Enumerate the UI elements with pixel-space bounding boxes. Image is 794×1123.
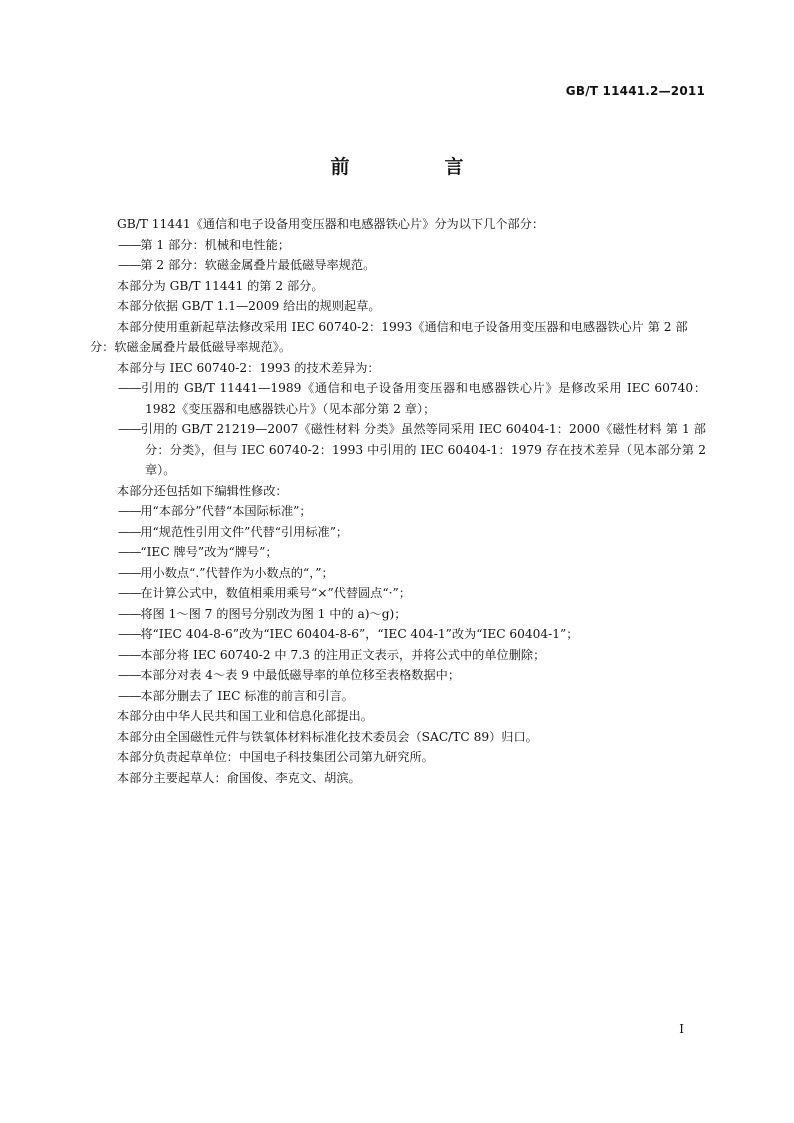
dash-marker: —— bbox=[118, 237, 141, 252]
standard-code: GB/T 11441.2—2011 bbox=[565, 84, 705, 98]
line-text: 引用的 GB/T 11441—1989《通信和电子设备用变压器和电感器铁心片》是修改采用 IEC 60740：1982《变压器和电感器铁心片》（见本部分第 2 章）； bbox=[140, 381, 706, 416]
dash-marker: —— bbox=[118, 524, 141, 539]
line-text: 第 2 部分：软磁金属叠片最低磁导率规范。 bbox=[140, 258, 376, 272]
line-text: 将图 1～图 7 的图号分别改为图 1 中的 a)～g)； bbox=[140, 606, 407, 621]
line-text: 用“本部分”代替“本国际标准”； bbox=[140, 504, 312, 518]
dash-marker: —— bbox=[118, 504, 141, 518]
list-item bbox=[90, 686, 706, 707]
paragraph bbox=[90, 214, 706, 235]
page-title: 前 言 bbox=[330, 156, 502, 178]
paragraph bbox=[90, 727, 706, 748]
paragraph bbox=[90, 317, 706, 358]
line-text: 本部分与 IEC 60740-2：1993 的技术差异为： bbox=[117, 360, 380, 375]
line-text: 本部分依据 GB/T 1.1—2009 给出的规则起草。 bbox=[117, 299, 381, 313]
list-item bbox=[90, 419, 706, 481]
paragraph bbox=[90, 358, 706, 379]
paragraph bbox=[90, 276, 706, 297]
paragraph bbox=[90, 481, 706, 502]
dash-marker: —— bbox=[118, 381, 141, 395]
paragraph bbox=[90, 706, 706, 727]
dash-marker: —— bbox=[118, 647, 141, 662]
dash-marker: —— bbox=[118, 627, 141, 641]
dash-marker: —— bbox=[118, 422, 141, 436]
page-number: I bbox=[679, 1022, 684, 1036]
line-text: 本部分将 IEC 60740-2 中 7.3 的注用正文表示，并将公式中的单位删除； bbox=[140, 647, 546, 662]
list-item bbox=[90, 501, 706, 522]
line-text: 本部分对表 4～表 9 中最低磁导率的单位移至表格数据中； bbox=[140, 668, 461, 682]
line-text: 本部分由全国磁性元件与铁氧体材料标准化技术委员会（SAC/TC 89）归口。 bbox=[117, 729, 538, 744]
list-item bbox=[90, 583, 706, 604]
line-text: 用“规范性引用文件”代替“引用标准”； bbox=[140, 524, 349, 539]
dash-marker: —— bbox=[118, 258, 141, 272]
list-item bbox=[90, 624, 706, 645]
list-item bbox=[90, 542, 706, 563]
line-text: 用小数点“.”代替作为小数点的“，”； bbox=[140, 565, 334, 580]
line-text: 第 1 部分：机械和电性能； bbox=[140, 237, 290, 252]
document-body bbox=[90, 214, 706, 788]
line-text: 将“IEC 404-8-6”改为“IEC 60404-8-6”，“IEC 404-1”改为“IEC 60404-1”； bbox=[140, 627, 579, 641]
line-text: 本部分为 GB/T 11441 的第 2 部分。 bbox=[117, 278, 324, 293]
line-text: “IEC 牌号”改为“牌号”； bbox=[140, 545, 278, 559]
paragraph bbox=[90, 296, 706, 317]
list-item bbox=[90, 522, 706, 543]
line-text: 本部分由中华人民共和国工业和信息化部提出。 bbox=[117, 709, 373, 723]
list-item bbox=[90, 235, 706, 256]
line-text: 在计算公式中，数值相乘用乘号“×”代替圆点“·”； bbox=[140, 586, 411, 600]
paragraph bbox=[90, 768, 706, 789]
dash-marker: —— bbox=[118, 668, 141, 682]
line-text: 本部分主要起草人：俞国俊、李克文、胡滨。 bbox=[117, 770, 361, 785]
dash-marker: —— bbox=[118, 545, 141, 559]
dash-marker: —— bbox=[118, 606, 141, 621]
list-item bbox=[90, 255, 706, 276]
line-text: 本部分负责起草单位：中国电子科技集团公司第九研究所。 bbox=[117, 750, 434, 764]
list-item bbox=[90, 563, 706, 584]
list-item bbox=[90, 378, 706, 419]
list-item bbox=[90, 604, 706, 625]
paragraph bbox=[90, 747, 706, 768]
line-text: 本部分删去了 IEC 标准的前言和引言。 bbox=[140, 688, 354, 703]
line-text: 引用的 GB/T 21219—2007《磁性材料 分类》虽然等同采用 IEC 60404-1：2000《磁性材料 第 1 部分：分类》，但与 IEC 60740-2：1993 中引用的 IEC 60404-1：1979 存在技术差异（见本部分第 2 章）。 bbox=[140, 422, 706, 477]
list-item bbox=[90, 645, 706, 666]
dash-marker: —— bbox=[118, 565, 141, 580]
line-text: GB/T 11441《通信和电子设备用变压器和电感器铁心片》分为以下几个部分： bbox=[117, 217, 545, 231]
line-text: 本部分还包括如下编辑性修改： bbox=[117, 483, 288, 498]
dash-marker: —— bbox=[118, 586, 141, 600]
line-text: 本部分使用重新起草法修改采用 IEC 60740-2：1993《通信和电子设备用变压器和电感器铁心片 第 2 部分：软磁金属叠片最低磁导率规范》。 bbox=[90, 319, 688, 354]
list-item bbox=[90, 665, 706, 686]
dash-marker: —— bbox=[118, 688, 141, 703]
